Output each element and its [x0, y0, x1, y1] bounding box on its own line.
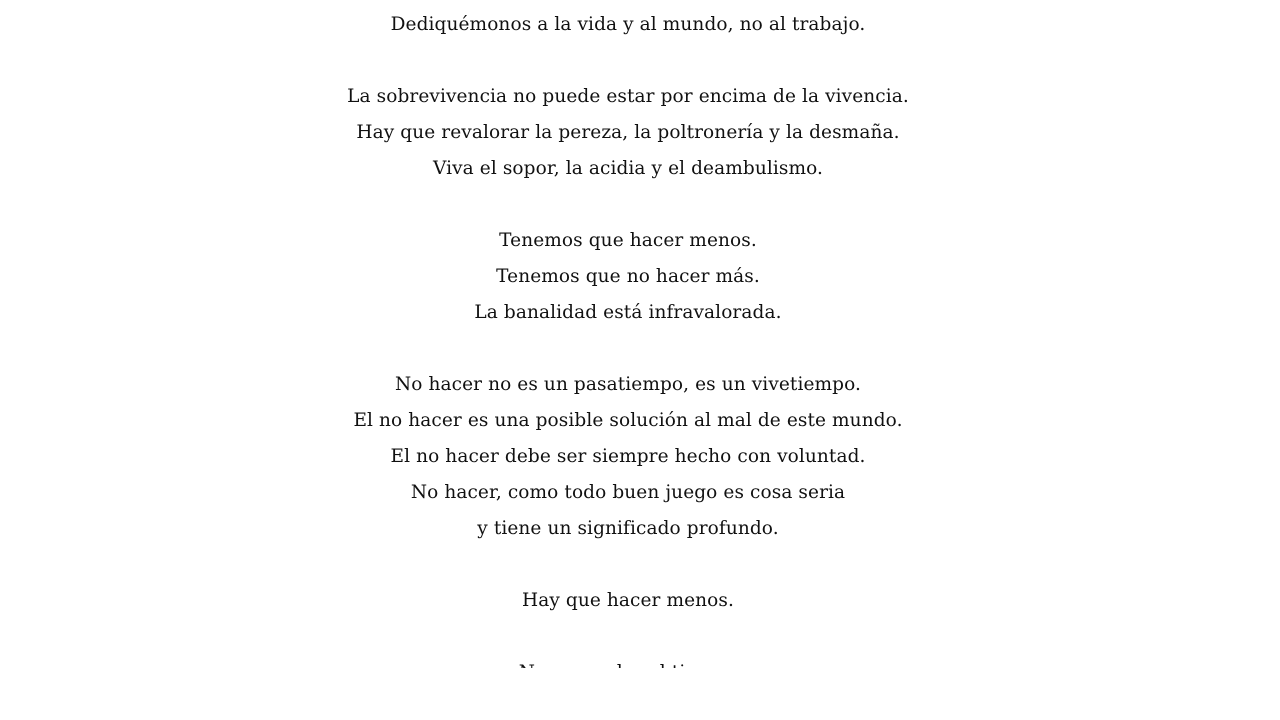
poem-line: El no hacer es una posible solución al mal de este mundo. [353, 410, 903, 431]
poem-line: Tenemos que hacer menos. [499, 230, 757, 251]
viewport-clip [0, 668, 1280, 720]
stanza-3 [0, 223, 1256, 331]
poem-line: Hay que revalorar la pereza, la poltronería y la desmaña. [356, 122, 900, 143]
poem-line: Dediquémonos a la vida y al mundo, no al trabajo. [390, 14, 866, 35]
poem-line: No hacer, como todo buen juego es cosa seria [410, 482, 846, 503]
poem-line: El no hacer debe ser siempre hecho con voluntad. [390, 446, 866, 467]
poem-line: La banalidad está infravalorada. [474, 302, 782, 323]
stanza-4 [0, 367, 1256, 547]
poem-text [0, 7, 1256, 720]
poem-line: y tiene un significado profundo. [477, 518, 779, 539]
poem-line: Viva el sopor, la acidia y el deambulismo. [432, 158, 823, 179]
poem-line: Tenemos que no hacer más. [496, 266, 760, 287]
poem-line: Hay que hacer menos. [522, 590, 734, 611]
poem-line: La sobrevivencia no puede estar por encima de la vivencia. [347, 86, 909, 107]
stanza-5 [0, 583, 1256, 619]
poem-line: No hacer no es un pasatiempo, es un vivetiempo. [394, 374, 861, 395]
stanza-2 [0, 79, 1256, 187]
stanza-1 [0, 7, 1256, 43]
